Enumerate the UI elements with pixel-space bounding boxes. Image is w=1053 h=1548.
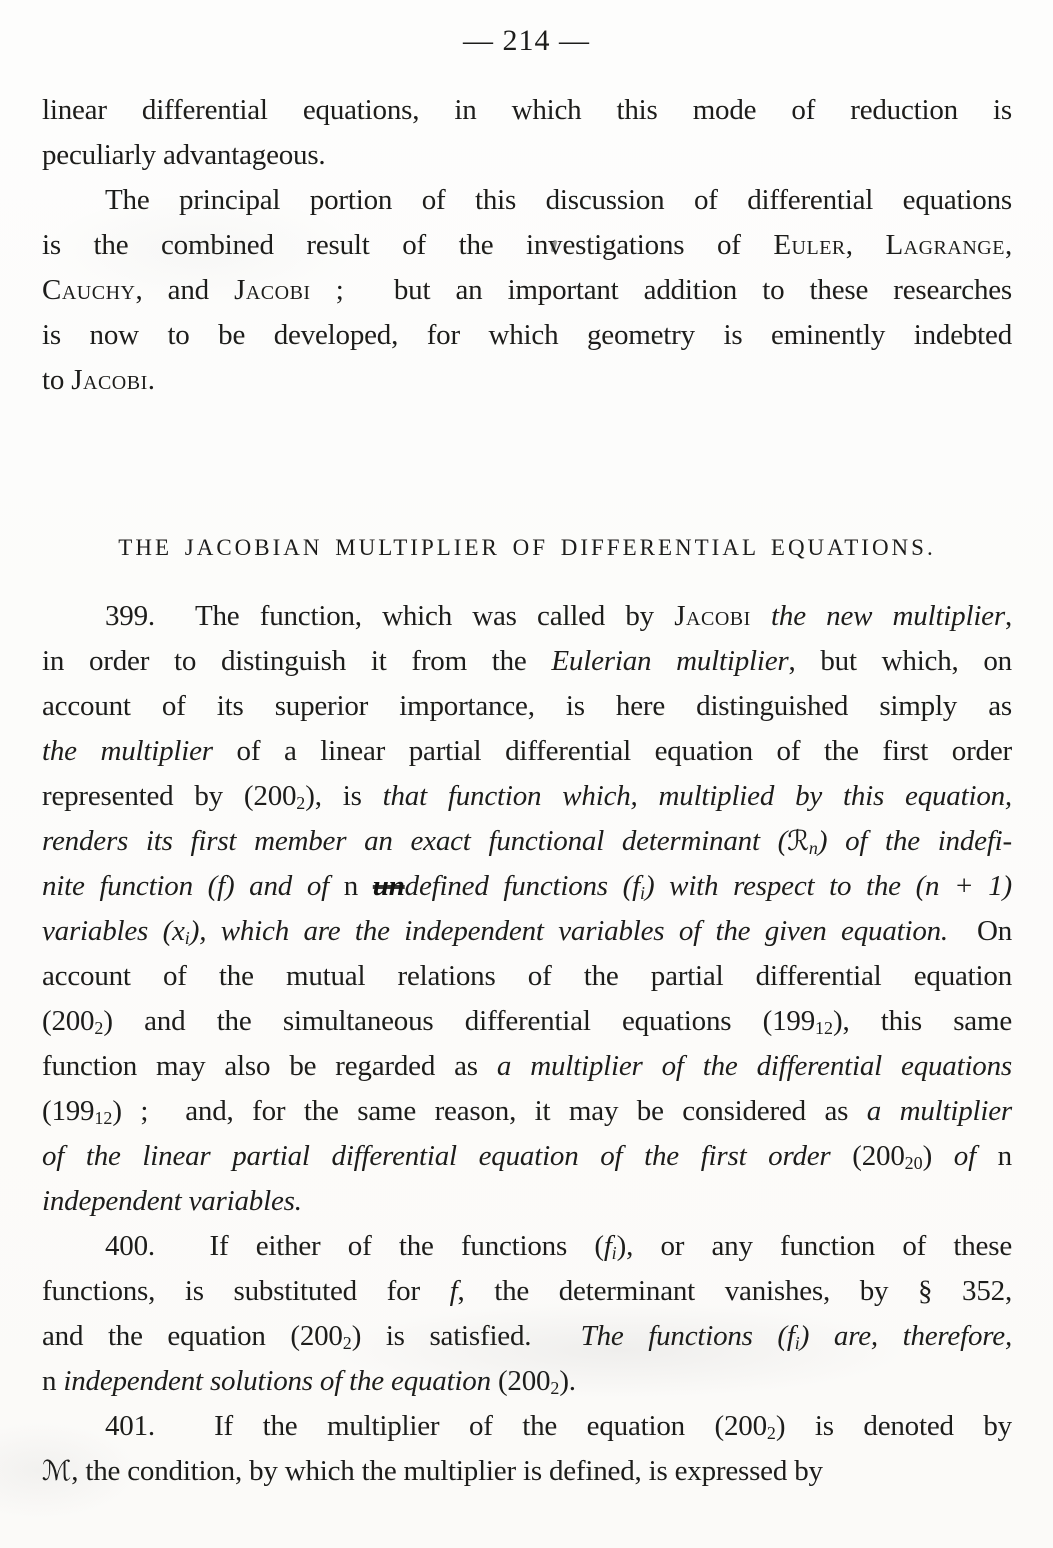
section-heading: THE JACOBIAN MULTIPLIER OF DIFFERENTIAL EQUATIONS. (118, 535, 936, 560)
text-segment: 12 (815, 1017, 833, 1038)
script-letter: ℛ (787, 825, 809, 857)
text-segment: , and (135, 274, 235, 306)
paragraph (42, 594, 1012, 1224)
paragraph (42, 1224, 1012, 1404)
text-segment: i (611, 1242, 617, 1263)
text-segment: . (147, 364, 155, 396)
text-line (42, 1134, 1012, 1179)
text-segment: 2 (94, 1017, 104, 1038)
paragraph (42, 1404, 1012, 1494)
text-segment: ) are, therefore, (799, 1320, 1012, 1352)
text-segment: 12 (94, 1107, 113, 1128)
text-segment: The principal portion of this discussion of differential equations (105, 184, 1012, 216)
text-segment: a multiplier of the differential equations (496, 1050, 1012, 1082)
text-segment: peculiarly advantageous. (42, 139, 326, 171)
text-segment: to (42, 364, 72, 396)
text-line (42, 864, 1012, 909)
page-number: — 214 — (463, 24, 590, 57)
text-segment: ). (559, 1365, 576, 1397)
text-segment: ) is denoted by (775, 1410, 1012, 1442)
text-line (42, 1404, 1012, 1449)
text-segment: account of its superior importance, is here distinguished simply as (42, 690, 1012, 722)
text-segment: of a linear partial differential equation of the first order (212, 735, 1012, 767)
text-segment: (200 (42, 1005, 95, 1037)
text-segment: (200 (830, 1140, 905, 1172)
text-segment: i (639, 882, 645, 903)
text-segment: of (953, 1140, 976, 1172)
text-segment: f (603, 1230, 612, 1262)
text-segment: ), is (305, 780, 383, 812)
text-segment: 2 (342, 1332, 352, 1353)
text-segment: 399. The function, which was called by (105, 600, 675, 632)
text-segment: of the linear partial differential equation of the first order (42, 1140, 831, 1172)
text-segment: ), which are the independent variables of the given equation. (189, 915, 948, 947)
text-segment: is now to be developed, for which geometry is eminently indebted (42, 319, 1012, 351)
text-line (42, 223, 1012, 268)
text-segment: ; but an important addition to these researches (310, 274, 1013, 306)
text-segment: represented by (200 (42, 780, 297, 812)
text-segment: and the equation (200 (42, 1320, 343, 1352)
text-segment: ) and the simultaneous differential equations (199 (103, 1005, 816, 1037)
text-segment: , but which, on (788, 645, 1012, 677)
text-line (42, 358, 1012, 403)
text-segment: ) ; and, for the same reason, it may be considered as (112, 1095, 867, 1127)
text-segment: 400. If either of the functions ( (105, 1230, 604, 1262)
text-segment: f (449, 1275, 458, 1307)
text-segment: independent variables. (42, 1185, 302, 1217)
text-line (42, 999, 1012, 1044)
text-segment: Lagrange (885, 229, 1005, 261)
text-segment: Cauchy (42, 274, 136, 306)
text-segment: n (343, 870, 373, 902)
text-segment: (199 (42, 1095, 95, 1127)
text-line (42, 1224, 1012, 1269)
text-line (42, 1269, 1012, 1314)
text-segment: n (975, 1140, 1012, 1172)
text-segment: , (1004, 229, 1012, 261)
text-segment: ), this same (832, 1005, 1013, 1037)
text-segment: account of the mutual relations of the partial differential equation (42, 960, 1012, 992)
text-segment: in order to distinguish it from the (42, 645, 552, 677)
text-line (42, 954, 1012, 999)
text-segment: ) of the indefi- (817, 825, 1012, 857)
text-segment: The functions (f (580, 1320, 795, 1352)
paragraph (42, 178, 1012, 403)
text-line (42, 774, 1012, 819)
text-segment: ) with respect to the (n + 1) (644, 870, 1012, 902)
text-segment: Jacobi (674, 600, 751, 632)
text-line (42, 594, 1012, 639)
text-segment: linear differential equations, in which this mode of reduction is (42, 94, 1012, 126)
paragraphs-before-heading (42, 88, 1012, 403)
text-segment: the new multiplier (771, 600, 1005, 632)
text-segment (751, 600, 771, 632)
text-line (42, 1044, 1012, 1089)
text-segment: defined functions (f (404, 870, 640, 902)
text-segment: nite function (f) and of (42, 870, 344, 902)
text-segment: 2 (766, 1422, 776, 1443)
text-segment: 401. If the multiplier of the equation (200 (105, 1410, 767, 1442)
text-segment: ) is satisfied. (351, 1320, 581, 1352)
text-segment: independent solutions of the equation (63, 1365, 491, 1397)
text-segment: , (845, 229, 886, 261)
text-segment: is the combined result of the investigations of (42, 229, 774, 261)
text-segment: Eulerian multiplier (551, 645, 789, 677)
text-line (42, 639, 1012, 684)
text-segment: functions, is substituted for (42, 1275, 450, 1307)
text-segment: function may also be regarded as (42, 1050, 497, 1082)
text-line (42, 1179, 1012, 1224)
text-segment: i (794, 1332, 800, 1353)
text-line (42, 819, 1012, 864)
text-line (42, 313, 1012, 358)
smudged-text: un (372, 870, 405, 902)
text-line (42, 1359, 1012, 1404)
text-line (42, 178, 1012, 223)
text-line (42, 1449, 1012, 1494)
text-line (42, 1314, 1012, 1359)
text-segment: that function which, multiplied by this equation, (382, 780, 1012, 812)
text-line (42, 133, 1012, 178)
script-letter: ℳ (42, 1455, 72, 1487)
text-segment: n (808, 837, 818, 858)
text-line (42, 268, 1012, 313)
text-segment: , (1004, 600, 1012, 632)
text-segment: Jacobi (71, 364, 148, 396)
text-segment: the multiplier (42, 735, 213, 767)
text-segment: i (184, 927, 190, 948)
text-segment: n (42, 1365, 64, 1397)
text-column (42, 88, 1012, 1494)
text-segment: ), or any function of these (616, 1230, 1012, 1262)
text-line (42, 729, 1012, 774)
text-segment: , the condition, by which the multiplier is defined, is expressed by (71, 1455, 823, 1487)
text-line (42, 684, 1012, 729)
text-segment: On (948, 915, 1012, 947)
text-segment: , the determinant vanishes, by § 352, (457, 1275, 1013, 1307)
text-segment: renders its first member an exact functional determinant ( (42, 825, 788, 857)
text-line (42, 88, 1012, 133)
text-segment: variables (x (42, 915, 185, 947)
text-segment: Euler (773, 229, 846, 261)
text-segment: ) (922, 1140, 954, 1172)
text-line (42, 909, 1012, 954)
text-segment: 20 (904, 1152, 923, 1173)
text-segment: a multiplier (866, 1095, 1012, 1127)
text-segment: Jacobi (234, 274, 311, 306)
text-segment: (200 (490, 1365, 551, 1397)
paragraphs-after-heading (42, 594, 1012, 1494)
text-line (42, 1089, 1012, 1134)
paragraph (42, 88, 1012, 178)
text-segment: 2 (296, 792, 306, 813)
text-segment: 2 (550, 1377, 560, 1398)
